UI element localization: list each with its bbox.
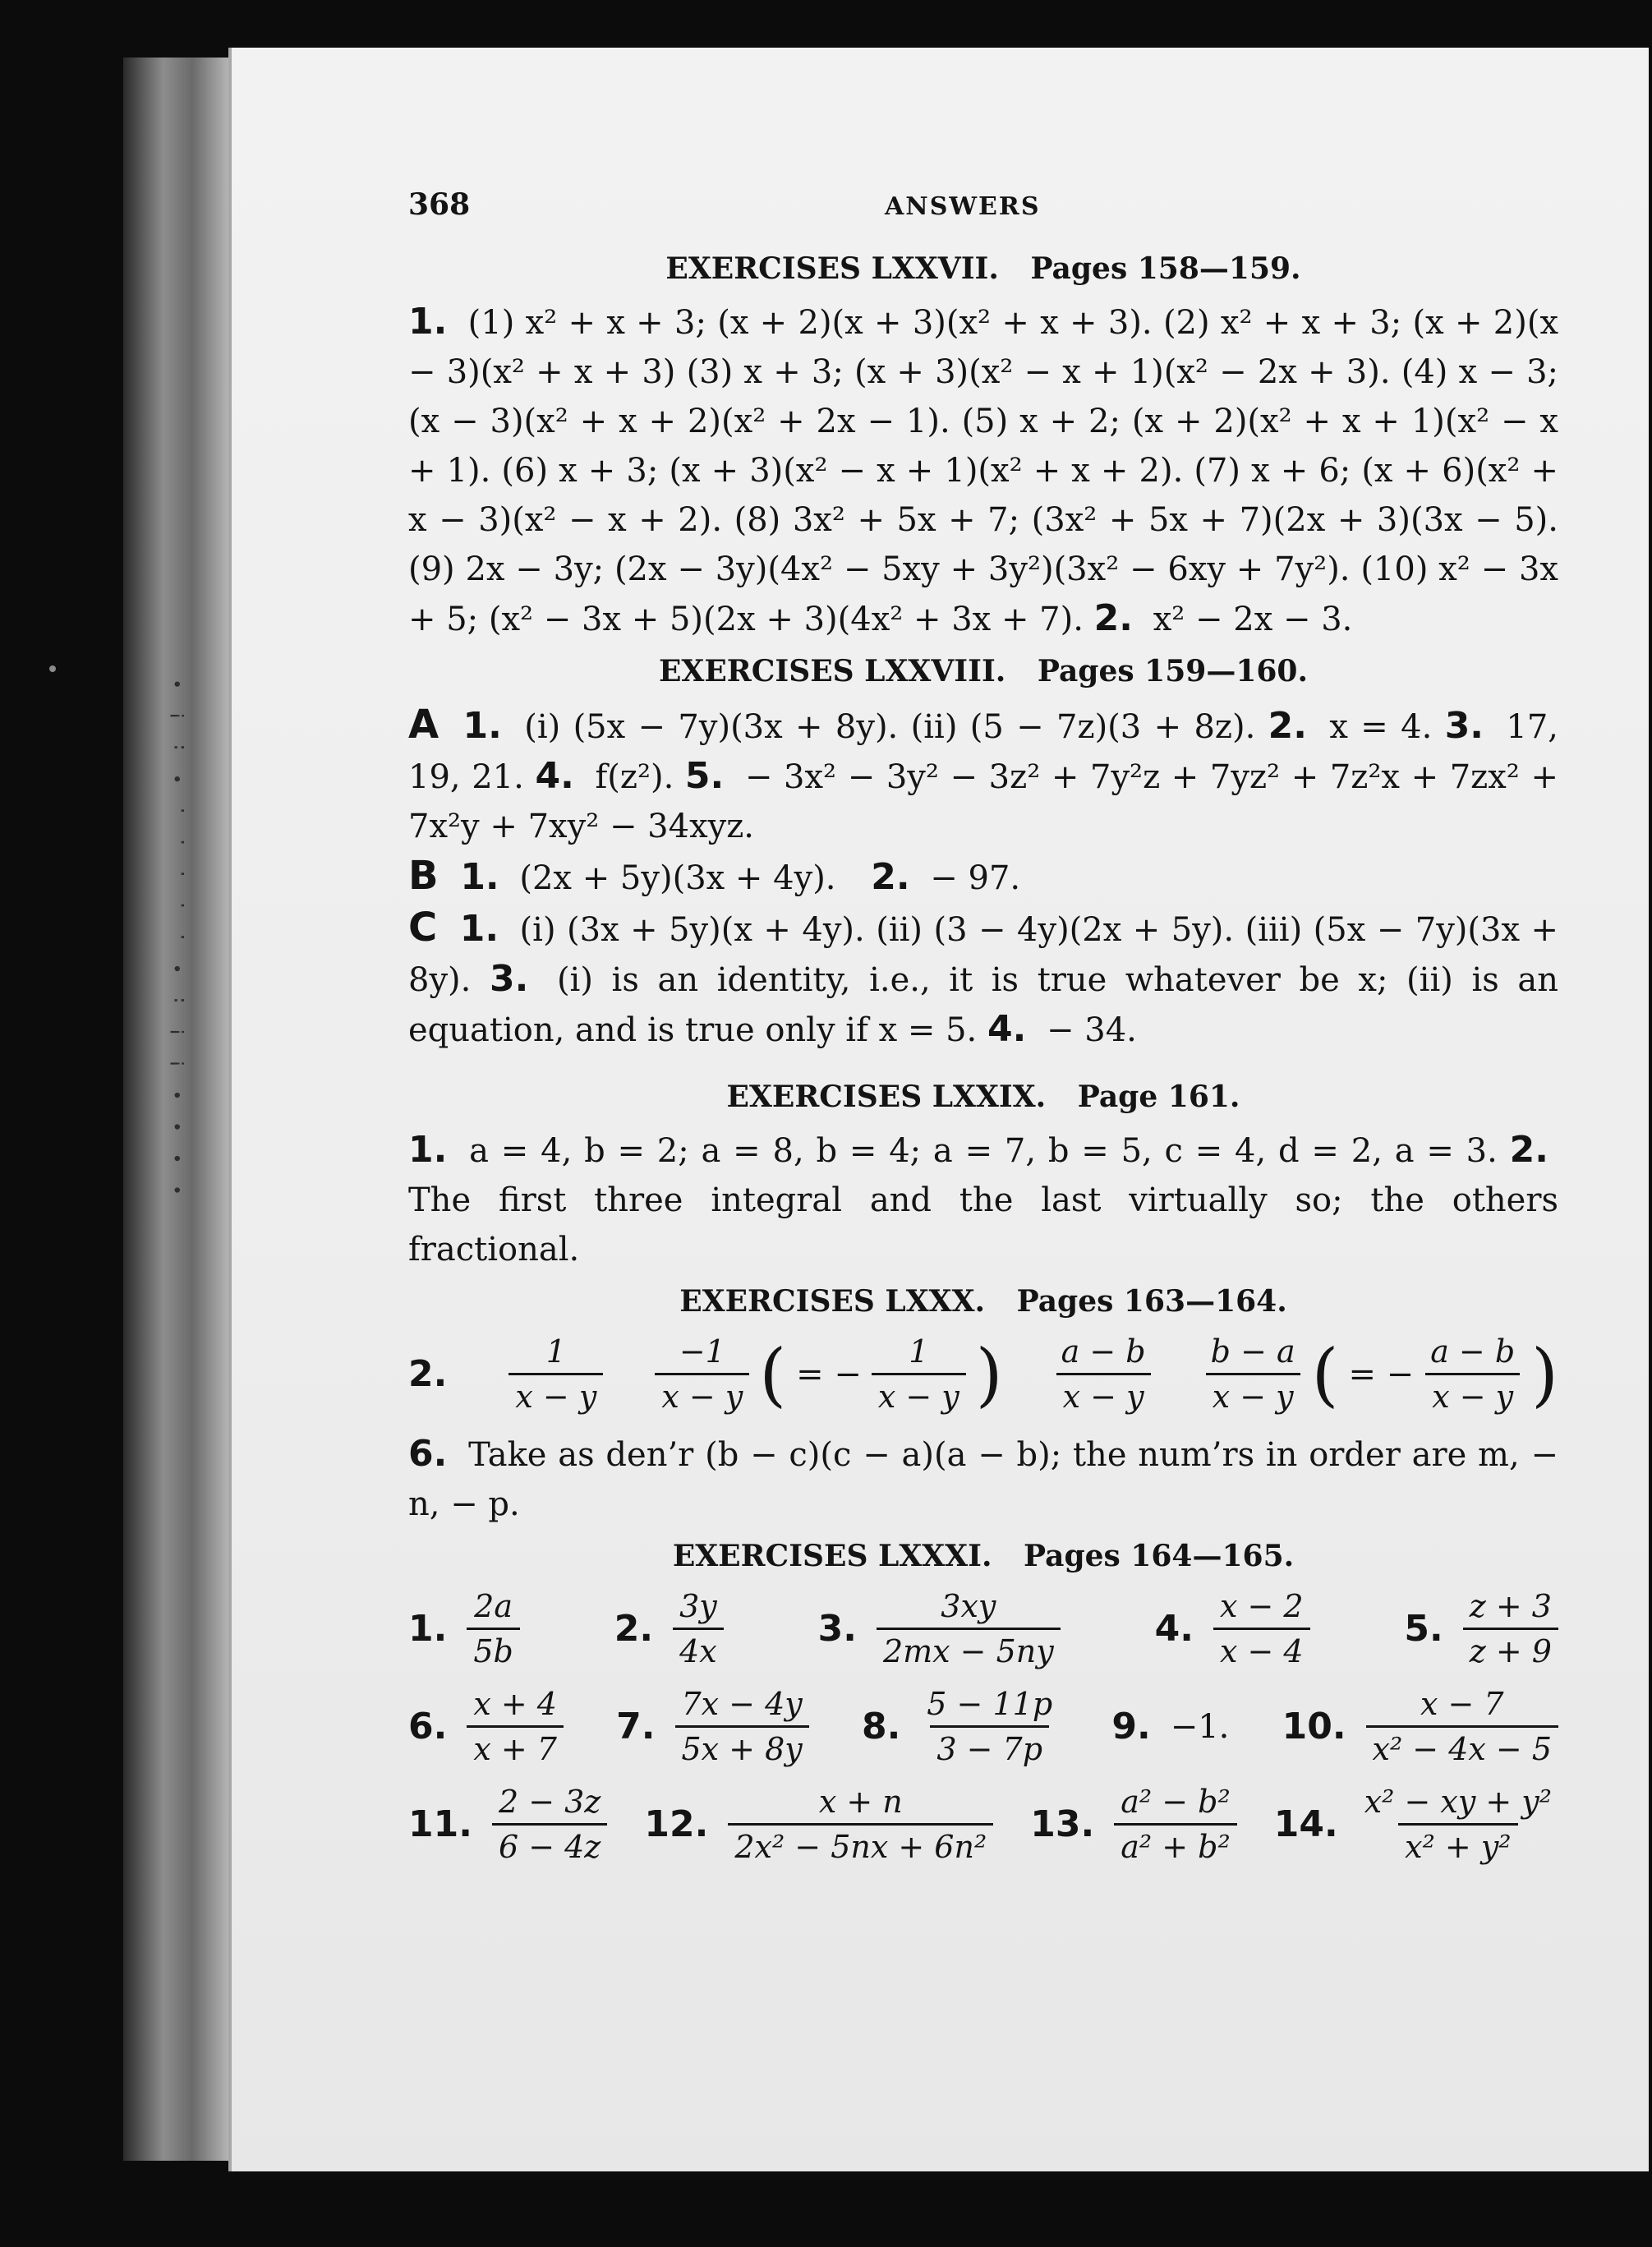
plain-answer xyxy=(1111,1706,1229,1747)
answer-number: 2. xyxy=(1093,597,1134,639)
answer-number: 1. xyxy=(459,908,499,950)
close-paren: ) xyxy=(975,1333,1003,1415)
numerator: 2a xyxy=(474,1588,513,1624)
page-number: 368 xyxy=(408,187,471,222)
numerator: 1 xyxy=(909,1333,929,1370)
fraction-row xyxy=(408,1782,1558,1867)
answer-text: (i) (3x + 5y)(x + 4y). (ii) (3 − 4y)(2x + 5y). (iii) (5x − 7y)(3x + 8y). xyxy=(408,911,1558,999)
fraction xyxy=(1358,1782,1558,1867)
denominator: x − y xyxy=(655,1373,749,1416)
denominator: x − 4 xyxy=(1213,1628,1310,1671)
answer-number: 1. xyxy=(462,705,502,747)
answer-number: 1. xyxy=(408,1129,448,1171)
numerator: 5 − 11p xyxy=(927,1686,1053,1722)
answer-number: 4. xyxy=(987,1008,1027,1050)
answer-paragraph xyxy=(408,297,1558,644)
book-page xyxy=(228,48,1649,2171)
section-letter: C xyxy=(408,905,438,951)
answer-number: 3. xyxy=(817,1608,857,1650)
fraction-answer xyxy=(1274,1782,1558,1867)
answer-text: x = 4. xyxy=(1329,708,1433,746)
answer-number: 5. xyxy=(1404,1608,1443,1650)
denominator: x² + y² xyxy=(1398,1823,1517,1867)
denominator: x − y xyxy=(1206,1373,1300,1416)
answer-number: 8. xyxy=(861,1706,901,1747)
answer-paragraph xyxy=(408,903,1558,1055)
fraction-group xyxy=(655,1332,1002,1416)
equals-minus: = − xyxy=(796,1355,862,1393)
running-header xyxy=(408,187,1558,245)
numerator: 3xy xyxy=(941,1588,996,1624)
denominator: x + 7 xyxy=(467,1725,564,1769)
exercise-title: EXERCISES LXXXI. xyxy=(672,1539,992,1573)
exercise-heading xyxy=(408,1080,1558,1114)
exercise-heading xyxy=(408,251,1558,286)
exercise-pages: Pages 164—165. xyxy=(1024,1539,1295,1573)
answer-number: 4. xyxy=(535,755,574,797)
answer-text: The first three integral and the last virtually so; the others fractional. xyxy=(408,1181,1558,1269)
page-edge-marks: • • • • ! ! : • . . . . . • : ! • xyxy=(168,674,189,1196)
fraction xyxy=(1204,1332,1302,1416)
answer-number: 2. xyxy=(408,1353,448,1395)
answer-number: 1. xyxy=(408,1608,448,1650)
fraction xyxy=(673,1586,724,1671)
answer-number: 14. xyxy=(1273,1803,1338,1845)
running-title: ANSWERS xyxy=(885,192,1041,221)
fraction xyxy=(877,1586,1061,1671)
fraction-answer xyxy=(1282,1684,1558,1769)
answer-text: (2x + 5y)(3x + 4y). xyxy=(519,859,836,897)
answer-number: 2. xyxy=(1268,705,1308,747)
scan-speck xyxy=(49,665,56,672)
open-paren: ( xyxy=(1311,1333,1339,1415)
answer-paragraph xyxy=(408,1126,1558,1274)
exercise-pages: Pages 163—164. xyxy=(1016,1284,1287,1319)
fraction xyxy=(728,1782,993,1867)
fraction xyxy=(1213,1586,1310,1671)
denominator: z + 9 xyxy=(1463,1628,1558,1671)
fraction-answer xyxy=(1155,1586,1310,1671)
fraction xyxy=(467,1684,564,1769)
exercise-title: EXERCISES LXXVII. xyxy=(665,251,999,286)
denominator: 2x² − 5nx + 6n² xyxy=(728,1823,993,1867)
page-content xyxy=(408,187,1558,1880)
answer-paragraph xyxy=(408,700,1558,851)
answer-text: (i) is an identity, i.e., it is true whatever be x; (ii) is an equation, and is true only if x = 5. xyxy=(408,961,1558,1049)
exercise-heading xyxy=(408,1284,1558,1319)
denominator: 2mx − 5ny xyxy=(877,1628,1061,1671)
answer-text: − 97. xyxy=(930,859,1021,897)
denominator: a² + b² xyxy=(1114,1823,1236,1867)
numerator: 2 − 3z xyxy=(498,1784,601,1820)
denominator: x² − 4x − 5 xyxy=(1366,1725,1558,1769)
fraction xyxy=(872,1332,966,1416)
fraction xyxy=(655,1332,749,1416)
exercise-pages: Page 161. xyxy=(1077,1080,1240,1114)
answer-value: −1. xyxy=(1170,1707,1230,1746)
denominator: x − y xyxy=(508,1373,603,1416)
fraction-row xyxy=(408,1586,1558,1671)
denominator: x − y xyxy=(1425,1373,1520,1416)
answer-number: 11. xyxy=(408,1803,472,1845)
fraction-answer xyxy=(616,1684,809,1769)
fraction-row xyxy=(408,1684,1558,1769)
fraction-answer xyxy=(1404,1586,1558,1671)
fraction-answer xyxy=(862,1684,1059,1769)
answer-text: x² − 2x − 3. xyxy=(1153,601,1353,638)
answer-text: Take as den’r (b − c)(c − a)(a − b); the num’rs in order are m, − n, − p. xyxy=(408,1436,1558,1523)
answer-number: 2. xyxy=(614,1608,654,1650)
denominator: 5b xyxy=(467,1628,520,1671)
denominator: 3 − 7p xyxy=(930,1725,1049,1769)
exercise-title: EXERCISES LXXIX. xyxy=(726,1080,1047,1114)
answer-text: − 3x² − 3y² − 3z² + 7y²z + 7yz² + 7z²x + 7zx² + 7x²y + 7xy² − 34xyz. xyxy=(408,758,1558,845)
answer-number: 2. xyxy=(871,856,910,898)
numerator: x² − xy + y² xyxy=(1364,1784,1552,1820)
numerator: a − b xyxy=(1430,1333,1516,1370)
numerator: 3y xyxy=(679,1588,717,1624)
fraction-row xyxy=(408,1332,1558,1416)
denominator: 4x xyxy=(673,1628,724,1671)
answer-text: a = 4, b = 2; a = 8, b = 4; a = 7, b = 5, c = 4, d = 2, a = 3. xyxy=(469,1132,1498,1170)
answer-text: f(z²). xyxy=(595,758,674,796)
numerator: x + 4 xyxy=(473,1686,557,1722)
fraction xyxy=(1366,1684,1558,1769)
answer-number: 2. xyxy=(1509,1129,1549,1171)
fraction-answer xyxy=(614,1586,724,1671)
fraction xyxy=(1055,1332,1153,1416)
fraction xyxy=(1114,1782,1236,1867)
fraction-group xyxy=(1204,1332,1558,1416)
numerator: 1 xyxy=(545,1333,566,1370)
exercise-heading xyxy=(408,1539,1558,1573)
answer-number: 7. xyxy=(616,1706,656,1747)
numerator: x + n xyxy=(818,1784,903,1820)
numerator: a − b xyxy=(1061,1333,1146,1370)
fraction-answer xyxy=(1030,1782,1236,1867)
open-paren: ( xyxy=(759,1333,787,1415)
section-letter: B xyxy=(408,853,439,899)
answer-text: − 34. xyxy=(1047,1011,1137,1049)
answer-number: 13. xyxy=(1030,1803,1095,1845)
denominator: x − y xyxy=(1056,1373,1151,1416)
answer-number: 3. xyxy=(1444,705,1484,747)
answer-number: 5. xyxy=(684,755,725,797)
close-paren: ) xyxy=(1531,1333,1558,1415)
fraction xyxy=(675,1684,809,1769)
fraction-answer xyxy=(408,1684,564,1769)
exercise-pages: Pages 159—160. xyxy=(1037,654,1309,688)
answer-text: (i) (5x − 7y)(3x + 8y). (ii) (5 − 7z)(3 + 8z). xyxy=(524,708,1256,746)
answer-number: 3. xyxy=(489,958,529,1000)
fraction xyxy=(492,1782,607,1867)
numerator: x − 2 xyxy=(1219,1588,1304,1624)
fraction xyxy=(467,1586,520,1671)
fraction xyxy=(1463,1586,1558,1671)
fraction-answer xyxy=(644,1782,993,1867)
denominator: x − y xyxy=(872,1373,966,1416)
exercise-title: EXERCISES LXXX. xyxy=(679,1284,986,1319)
exercise-pages: Pages 158—159. xyxy=(1030,251,1301,286)
answer-number: 10. xyxy=(1282,1706,1346,1747)
fraction xyxy=(1424,1332,1521,1416)
exercise-heading xyxy=(408,654,1558,688)
answer-number: 1. xyxy=(460,856,499,898)
fraction xyxy=(508,1332,603,1416)
numerator: b − a xyxy=(1210,1333,1295,1370)
answer-text: 17, 19, 21. xyxy=(408,708,1559,796)
answer-paragraph xyxy=(408,851,1558,903)
fraction-answer xyxy=(818,1586,1061,1671)
fraction-answer xyxy=(408,1782,607,1867)
answer-number: 9. xyxy=(1111,1706,1151,1747)
numerator: −1 xyxy=(679,1333,725,1370)
numerator: 7x − 4y xyxy=(681,1686,803,1722)
denominator: 6 − 4z xyxy=(492,1823,607,1867)
answer-number: 1. xyxy=(408,301,448,343)
denominator: 5x + 8y xyxy=(675,1725,809,1769)
answer-number: 12. xyxy=(644,1803,709,1845)
exercise-title: EXERCISES LXXVIII. xyxy=(658,654,1006,688)
fraction-answer xyxy=(408,1586,520,1671)
answer-paragraph xyxy=(408,1430,1558,1529)
answer-number: 6. xyxy=(408,1706,448,1747)
numerator: z + 3 xyxy=(1469,1588,1552,1624)
numerator: a² − b² xyxy=(1121,1784,1231,1820)
equals-minus: = − xyxy=(1348,1355,1415,1393)
answer-number: 4. xyxy=(1154,1608,1194,1650)
answer-number: 6. xyxy=(408,1433,448,1475)
section-letter: A xyxy=(408,702,439,748)
answer-text: (1) x² + x + 3; (x + 2)(x + 3)(x² + x + 3). (2) x² + x + 3; (x + 2)(x − 3)(x² + x + 3) (3) x + 3; (x + 3)(x² − x + 1)(x² − 2x + 3). (4) x − 3; (x − 3)(x² + x + 2)(x² + 2x − 1). (5) x + 2; (x + 2)(x² + x + 1)(x² − x + 1). (6) x + 3; (x + 3)(x² − x + 1)(x² + x + 2). (7) x + 6; (x + 6)(x² + x − 3)(x² − x + 2). (8) 3x² + 5x + 7; (3x² + 5x + 7)(2x + 3)(3x − 5). (9) 2x − 3y; (2x − 3y)(4x² − 5xy + 3y²)(3x² − 6xy + 7y²). (10) x² − 3x + 5; (x² − 3x + 5)(2x + 3)(4x² + 3x + 7). xyxy=(408,304,1559,638)
numerator: x − 7 xyxy=(1420,1686,1504,1722)
fraction xyxy=(920,1684,1059,1769)
